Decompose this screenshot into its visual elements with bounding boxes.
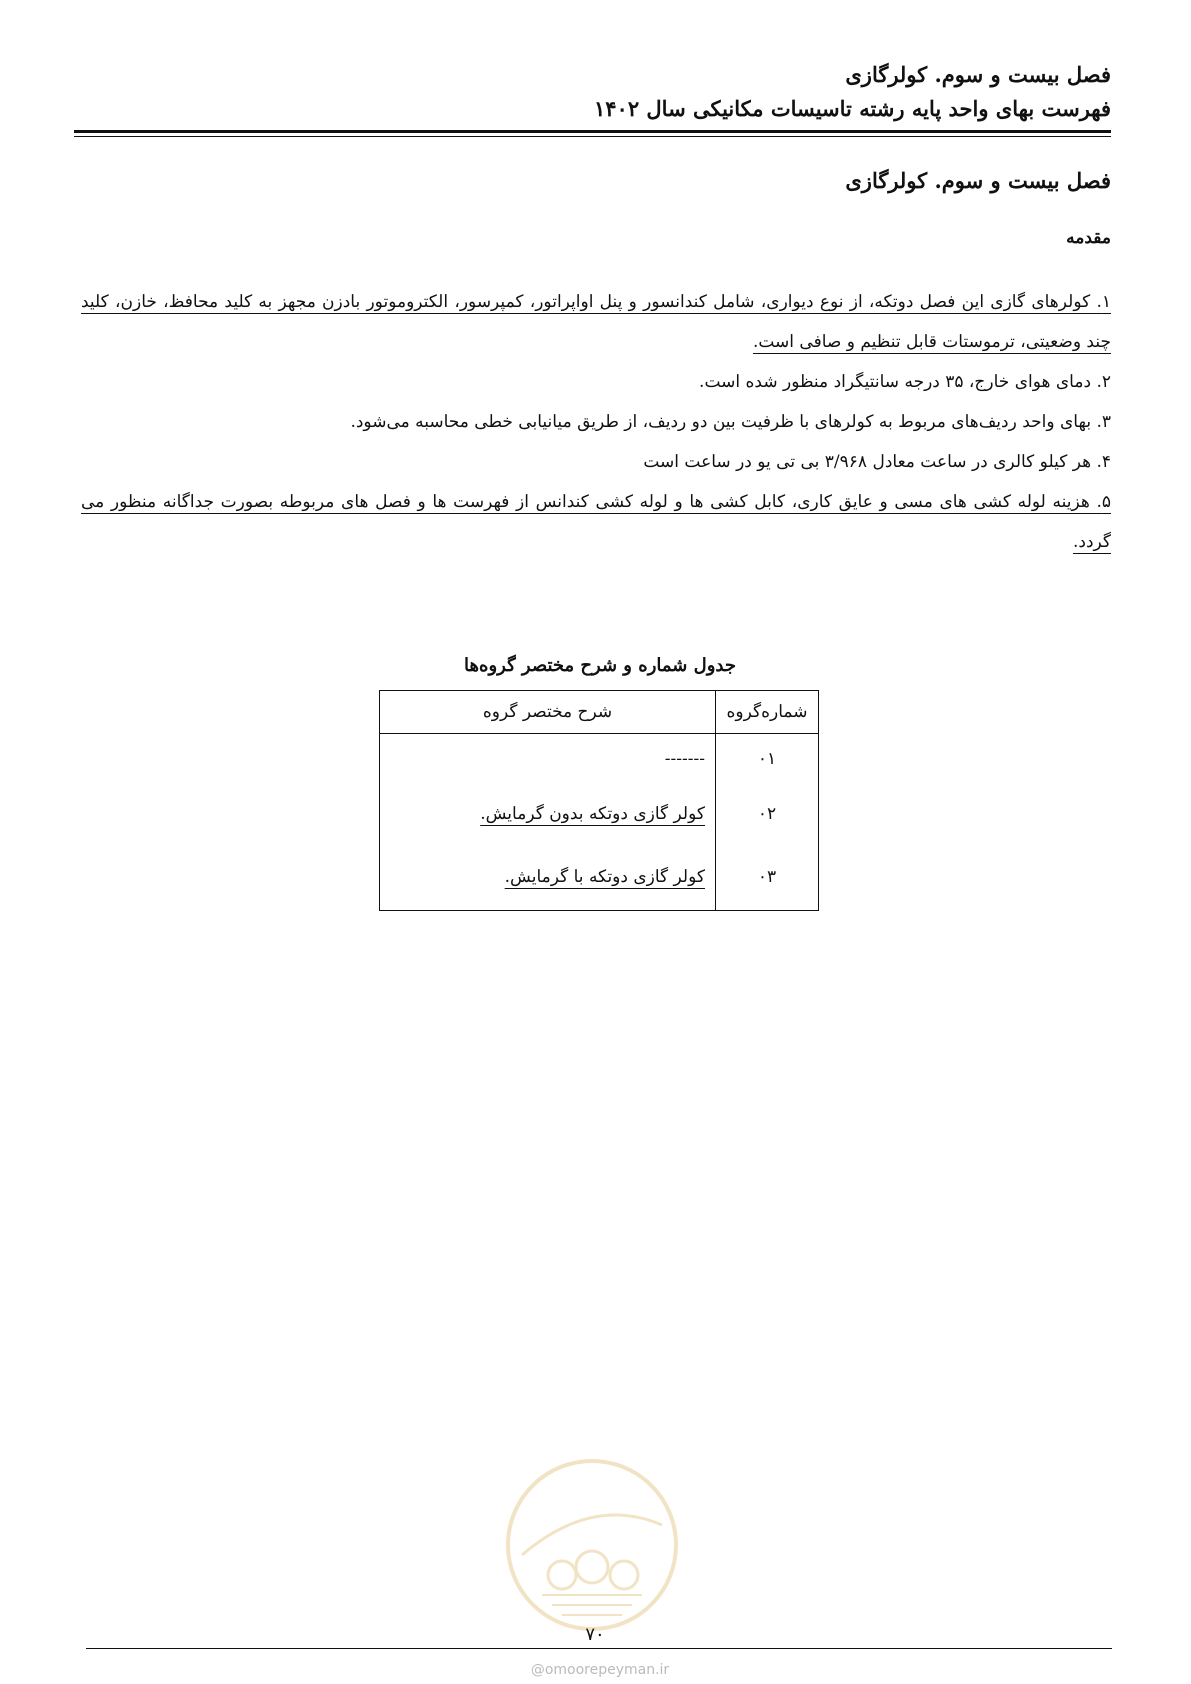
intro-item-3: ۳. بهای واحد ردیف‌های مربوط به کولرهای با ظرفیت بین دو ردیف، از طریق میانیابی خطی محاسبه می‌شود. xyxy=(350,412,1111,432)
footer-rule xyxy=(86,1648,1112,1649)
page-header xyxy=(81,58,1111,126)
table-row xyxy=(380,784,819,844)
table-row xyxy=(380,734,819,785)
header-rule xyxy=(74,130,1111,133)
table-row xyxy=(380,844,819,911)
site-watermark: @omoorepeyman.ir xyxy=(530,1662,670,1678)
header-document-title: فهرست بهای واحد پایه رشته تاسیسات مکانیکی سال ۱۴۰۲ xyxy=(593,96,1111,121)
group-number: ۰۳ xyxy=(716,844,819,911)
group-number: ۰۱ xyxy=(716,734,819,785)
group-description: کولر گازی دوتکه با گرمایش. xyxy=(504,867,705,887)
table-caption: جدول شماره و شرح مختصر گروه‌ها xyxy=(464,655,736,676)
intro-item-4: ۴. هر کیلو کالری در ساعت معادل ۳/۹۶۸ بی تی یو در ساعت است xyxy=(643,452,1111,472)
intro-title: مقدمه xyxy=(1066,228,1111,248)
table-header-row xyxy=(380,691,819,734)
intro-item-5: ۵. هزینه لوله کشی های مسی و عایق کاری، کابل کشی ها و لوله کشی کندانس از فهرست ها و فصل های مربوطه بصورت جداگانه منظور می گردد. xyxy=(81,492,1111,552)
group-number: ۰۲ xyxy=(716,784,819,844)
header-rule-thin xyxy=(74,136,1111,137)
groups-table xyxy=(379,690,819,911)
intro-item-1: ۱. کولرهای گازی این فصل دوتکه، از نوع دیواری، شامل کندانسور و پنل اواپراتور، کمپرسور، الکتروموتور بادزن مجهز به کلید محافظ، خازن، کلید چند وضعیتی، ترموستات قابل تنظیم و صافی است. xyxy=(81,292,1111,352)
header-chapter-title: فصل بیست و سوم. کولرگازی xyxy=(845,62,1111,87)
header-group-description: شرح مختصر گروه xyxy=(380,691,716,734)
intro-item-2: ۲. دمای هوای خارج، ۳۵ درجه سانتیگراد منظور شده است. xyxy=(699,372,1111,392)
intro-items xyxy=(81,282,1111,562)
page-number: ۷۰ xyxy=(585,1624,605,1645)
watermark-logo xyxy=(502,1455,682,1635)
group-description: کولر گازی دوتکه بدون گرمایش. xyxy=(480,804,705,824)
header-group-number: شماره‌گروه xyxy=(716,691,819,734)
group-description: ------- xyxy=(380,734,716,785)
section-title: فصل بیست و سوم. کولرگازی xyxy=(845,168,1111,193)
